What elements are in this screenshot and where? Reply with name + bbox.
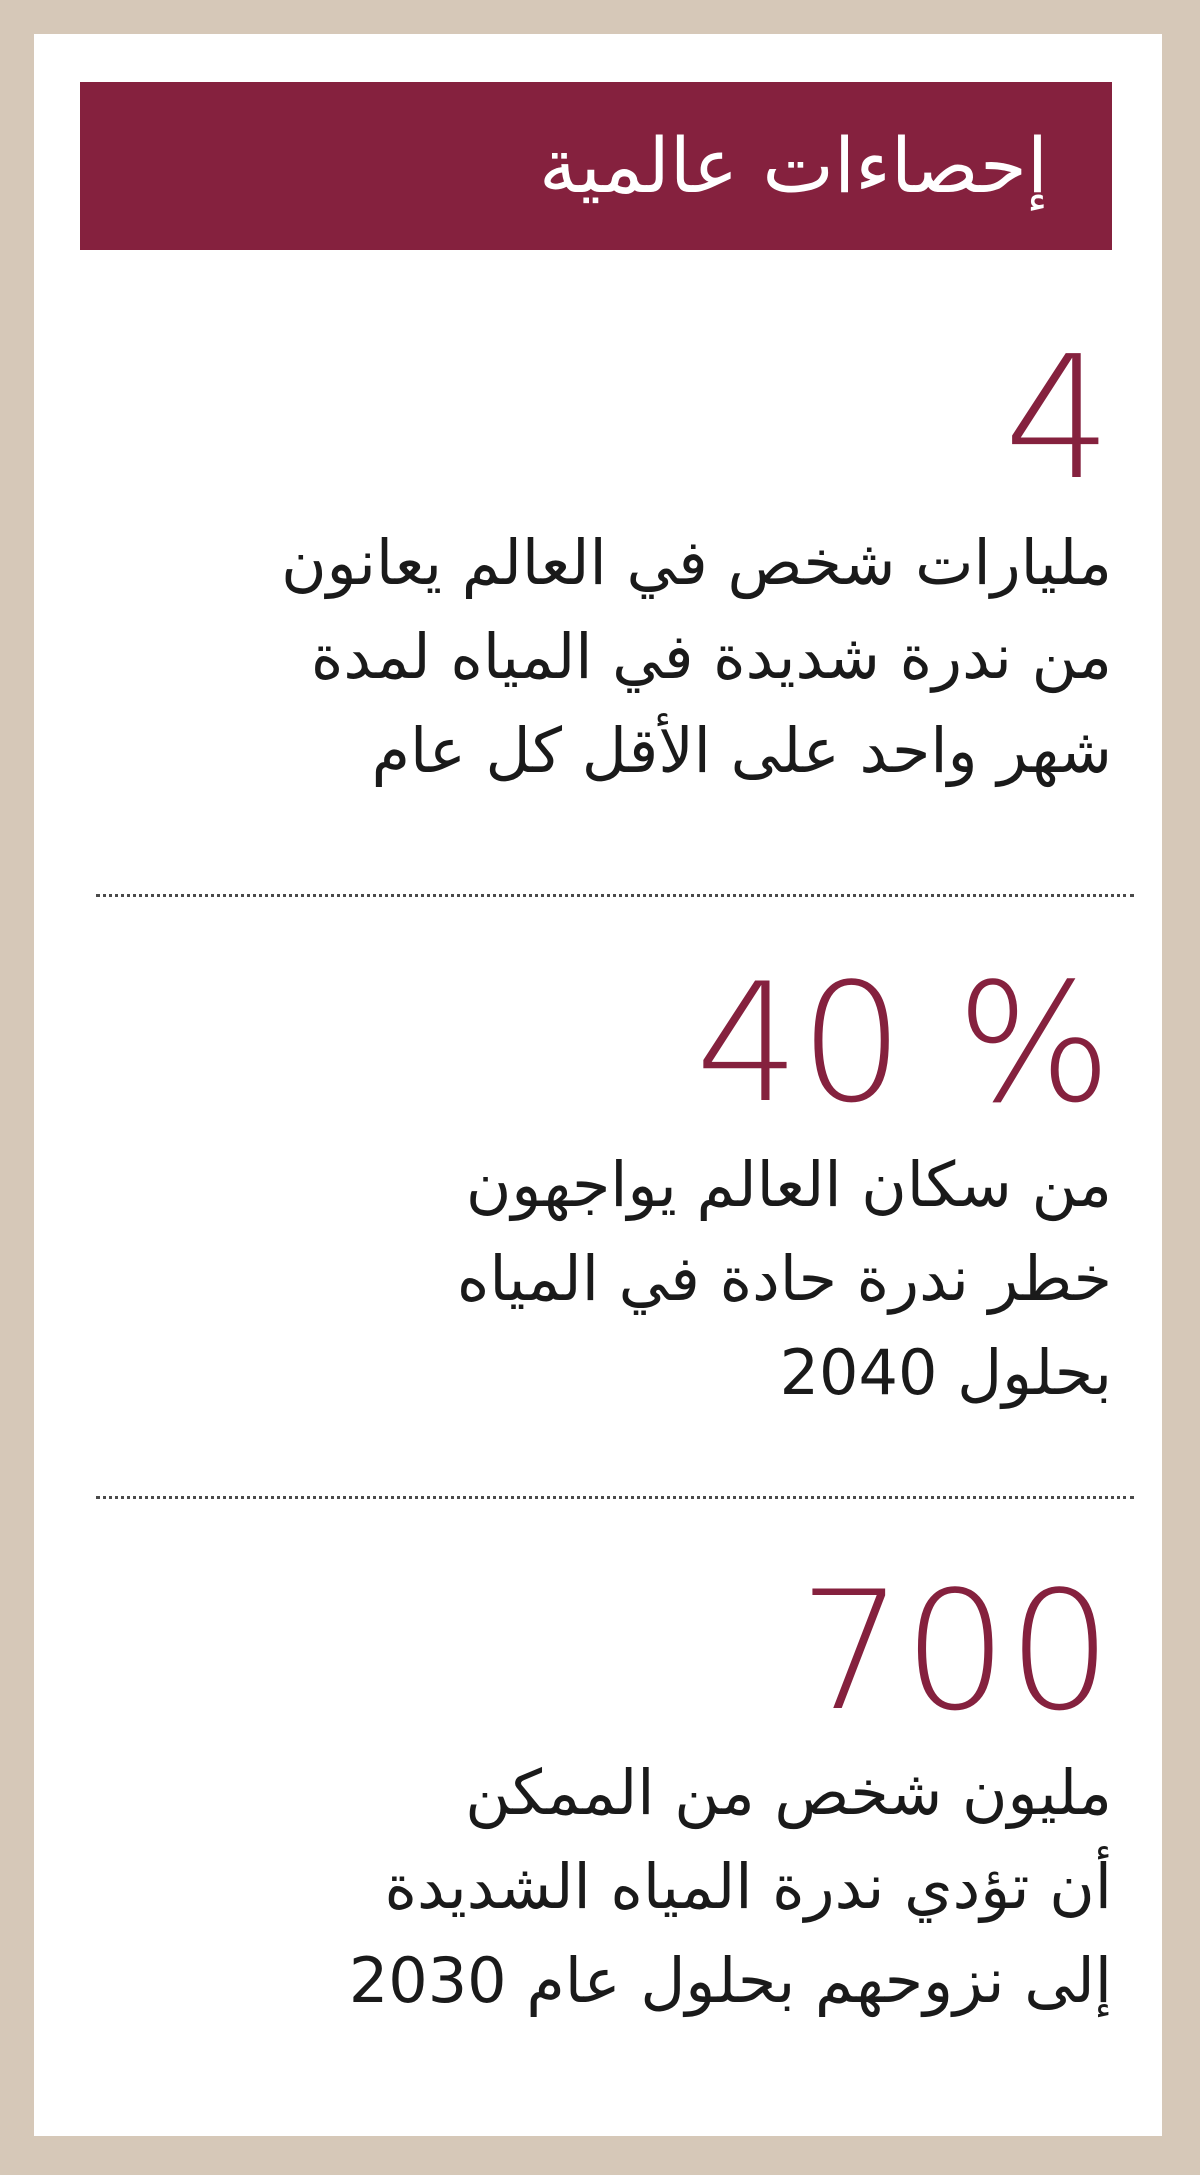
stat-description-line: شهر واحد على الأقل كل عام bbox=[371, 714, 1112, 787]
stat-description-line: مليارات شخص في العالم يعانون bbox=[281, 526, 1112, 599]
stat-description-line: مليون شخص من الممكن bbox=[465, 1756, 1112, 1829]
stat-description bbox=[80, 1138, 1112, 1420]
dotted-divider bbox=[96, 894, 1134, 897]
stat-description-line: خطر ندرة حادة في المياه bbox=[456, 1242, 1112, 1315]
title-banner bbox=[80, 82, 1112, 250]
stat-description-line: أن تؤدي ندرة المياه الشديدة bbox=[384, 1850, 1112, 1923]
stat-block-displacement bbox=[80, 1556, 1112, 2028]
stat-description-line: من ندرة شديدة في المياه لمدة bbox=[310, 620, 1112, 693]
stat-description-line: بحلول 2040 bbox=[779, 1336, 1112, 1409]
stat-description bbox=[80, 1746, 1112, 2028]
stat-description-line: من سكان العالم يواجهون bbox=[465, 1148, 1112, 1221]
stat-value: 700 bbox=[798, 1556, 1112, 1747]
stat-block-water-scarcity bbox=[80, 320, 1112, 798]
stat-description-line: إلى نزوحهم بحلول عام 2030 bbox=[348, 1944, 1112, 2017]
stat-description bbox=[80, 516, 1112, 798]
stat-value: 40 % bbox=[695, 948, 1112, 1139]
stat-block-population-risk bbox=[80, 948, 1112, 1420]
banner-title: إحصاءات عالمية bbox=[539, 121, 1048, 210]
dotted-divider bbox=[96, 1496, 1134, 1499]
stat-value: 4 bbox=[1003, 320, 1112, 518]
stats-card bbox=[34, 34, 1162, 2136]
